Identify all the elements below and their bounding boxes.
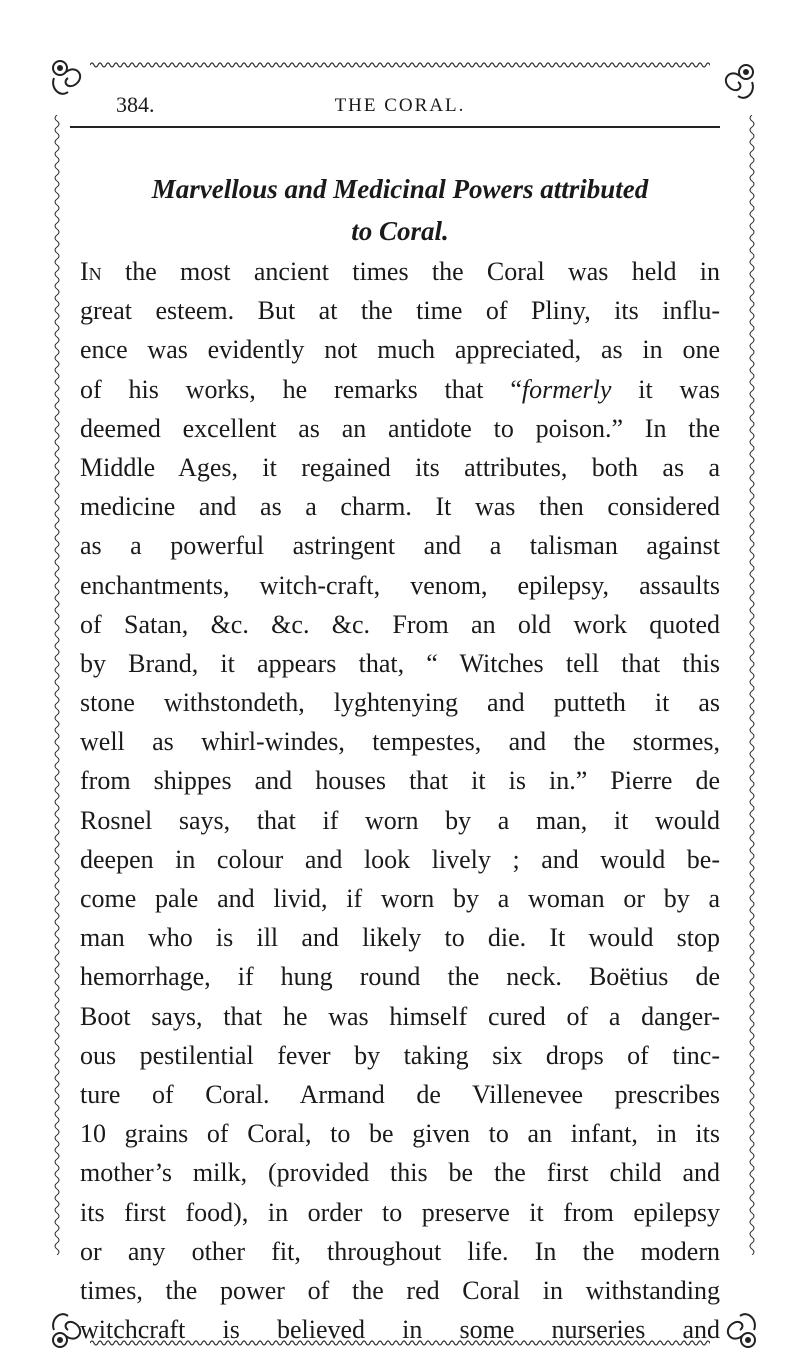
section-heading-line-1: Marvellous and Medicinal Powers attributed [151,174,649,204]
text-line: Boot says, that he was himself cured of a danger- [80,1001,720,1031]
text-line: man who is ill and likely to die. It would stop [80,923,720,953]
page-number: 384. [116,92,155,117]
text-line: Middle Ages, it regained its attributes, both as a [80,452,720,482]
section-heading-line-2: to Coral. [351,216,449,246]
text-line: by Brand, it appears that, “ Witches tell that this [80,648,720,678]
text-line: of his works, he remarks that “formerly it was [80,374,720,404]
text-line: Rosnel says, that if worn by a man, it would [80,805,720,835]
text-line: from shippes and houses that it is in.” Pierre de [80,766,720,796]
text-line: great esteem. But at the time of Pliny, its influ- [80,296,720,326]
text-line: of Satan, &c. &c. &c. From an old work quoted [80,609,720,639]
text-line: ous pestilential fever by taking six drops of tinc- [80,1040,720,1070]
text-line: 10 grains of Coral, to be given to an infant, in its [80,1119,720,1149]
left-wavy-border [50,115,64,1255]
text-line: its first food), in order to preserve it from epilepsy [80,1197,720,1227]
right-wavy-border [745,115,759,1255]
text-line: well as whirl-windes, tempestes, and the stormes, [80,727,720,757]
body-text [80,252,720,1349]
text-line: hemorrhage, if hung round the neck. Boëtius de [80,962,720,992]
text-line: deepen in colour and look lively ; and would be- [80,844,720,874]
header-rule [70,126,720,128]
running-head [80,92,720,122]
text-line: or any other fit, throughout life. In the modern [80,1236,720,1266]
text-line: stone withstondeth, lyghtenying and putteth it as [80,688,720,718]
text-line: medicine and as a charm. It was then considered [80,492,720,522]
text-line: deemed excellent as an antidote to poison.” In the [80,413,720,443]
top-wavy-border [90,58,710,72]
text-line: enchantments, witch-craft, venom, epilepsy, assaults [80,570,720,600]
text-line: In the most ancient times the Coral was held in [80,257,720,286]
running-title: THE CORAL. [334,95,466,116]
text-line: ence was evidently not much appreciated, as in one [80,335,720,365]
text-line: come pale and livid, if worn by a woman or by a [80,884,720,913]
page-body [80,168,720,1349]
text-line: times, the power of the red Coral in withstanding [80,1275,720,1305]
text-line: witchcraft is believed in some nurseries and [80,1315,720,1345]
text-line: ture of Coral. Armand de Villenevee prescribes [80,1079,720,1109]
text-line: as a powerful astringent and a talisman against [80,531,720,561]
text-line: mother’s milk, (provided this be the first child and [80,1158,720,1188]
section-heading [80,168,720,252]
